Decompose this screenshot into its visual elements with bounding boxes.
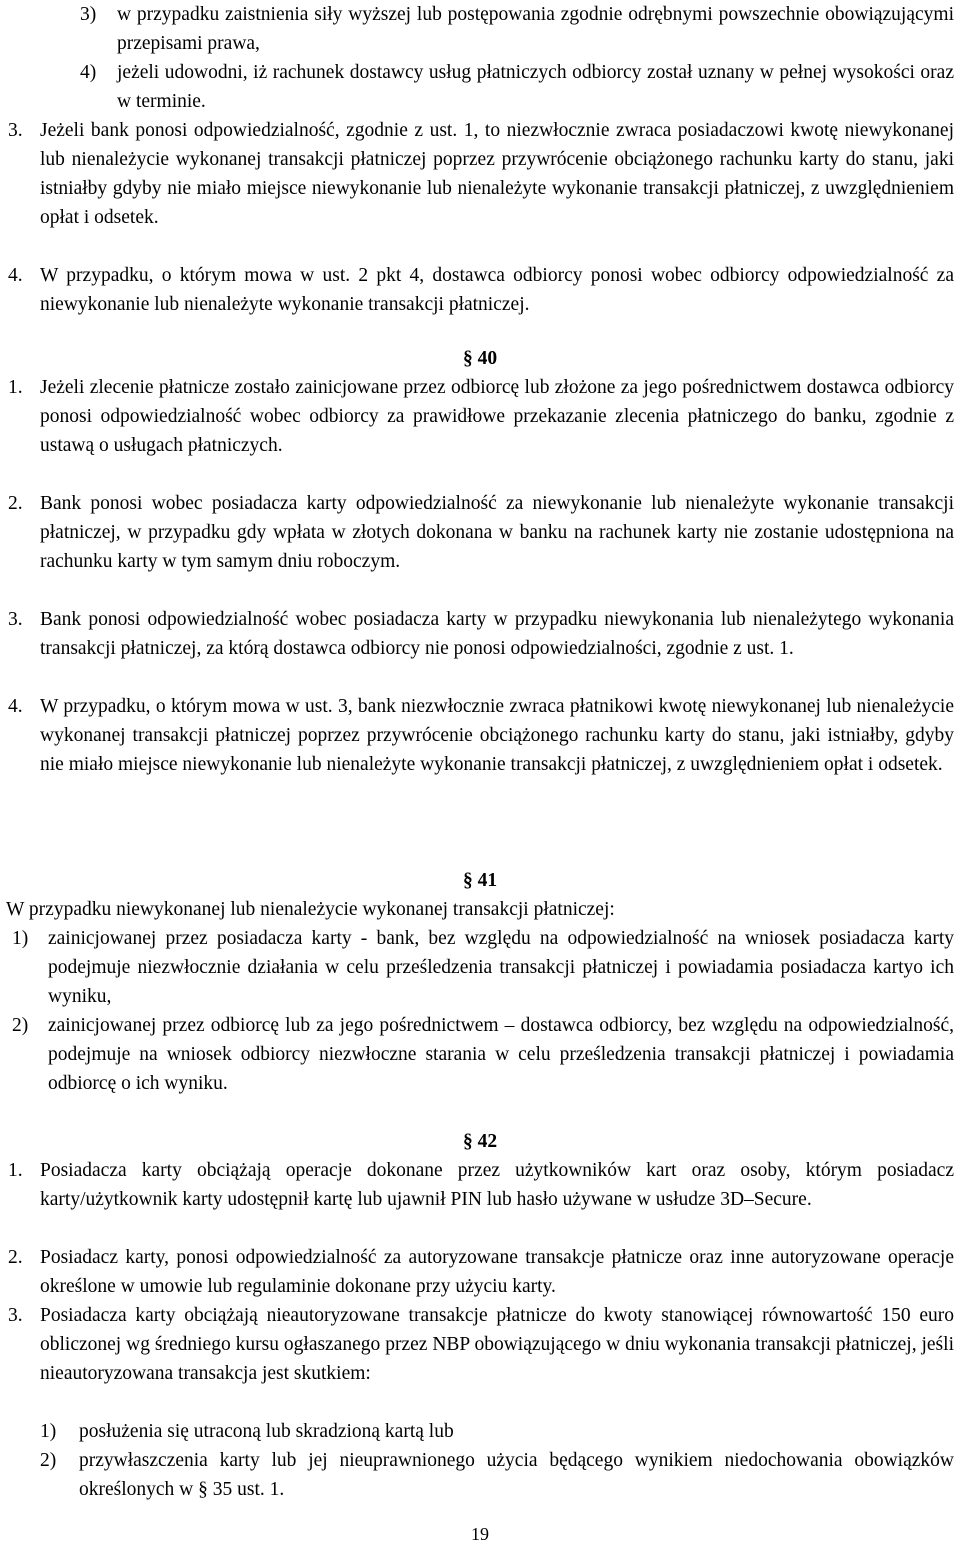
paragraph-text: Bank ponosi odpowiedzialność wobec posiadacza karty w przypadku niewykonania lub nienależytego wykonania transakcji płatniczej, za którą dostawca odbiorcy nie ponosi odpowiedzialności, zgodnie z ust. 1.: [40, 609, 954, 659]
section-heading-42: § 42: [462, 1131, 498, 1152]
paragraph-text: W przypadku, o którym mowa w ust. 3, bank niezwłocznie zwraca płatnikowi kwotę niewykonanej lub nienależycie wykonanej transakcji płatniczej poprzez przywrócenie obciążonego rachunku karty do stanu, jaki istniałby, gdyby nie miało miejsce niewykonanie lub nienależyte wykonanie transakcji płatniczej, z uwzględnieniem opłat i odsetek.: [40, 696, 954, 775]
list-item-1: [12, 924, 954, 1011]
paragraph-item-2: [8, 489, 954, 576]
paragraph-item-3: [8, 605, 954, 663]
paragraph-item-4: [8, 261, 954, 319]
sub-list-item-text: posłużenia się utraconą lub skradzioną kartą lub: [79, 1421, 454, 1442]
paragraph-item-3: [8, 116, 954, 232]
sub-list-item-1: [40, 1417, 954, 1446]
paragraph-item-1: [8, 1156, 954, 1214]
paragraph-label: 2.: [8, 493, 23, 514]
paragraph-item-2: [8, 1243, 954, 1301]
paragraph-text: Jeżeli bank ponosi odpowiedzialność, zgodnie z ust. 1, to niezwłocznie zwraca posiadaczowi kwotę niewykonanej lub nienależycie wykonanej transakcji płatniczej poprzez przywrócenie obciążonego rachunku karty do stanu, jaki istniałby gdyby nie miało miejsce niewykonanie lub nienależyte wykonanie transakcji płatniczej, z uwzględnieniem opłat i odsetek.: [40, 120, 954, 228]
section-heading-40: § 40: [462, 348, 498, 369]
paragraph-item-1: [8, 373, 954, 460]
paragraph-text: Posiadacza karty obciążają operacje dokonane przez użytkowników kart oraz osoby, którym posiadacz karty/użytkownik karty udostępnił kartę lub ujawnił PIN lub hasło używane w usłudze 3D–Secure.: [40, 1160, 954, 1210]
list-item-label: 1): [12, 928, 29, 949]
paragraph-label: 3.: [8, 120, 23, 141]
paragraph-label: 4.: [8, 265, 23, 286]
paragraph-label: 1.: [8, 1160, 23, 1181]
paragraph-item-4: [8, 692, 954, 779]
paragraph-item-3: [8, 1301, 954, 1388]
list-item-label: 4): [80, 62, 97, 83]
list-item-label: 2): [12, 1015, 29, 1036]
paragraph-label: 4.: [8, 696, 23, 717]
list-item-3: [80, 0, 954, 58]
paragraph-text: Bank ponosi wobec posiadacza karty odpowiedzialność za niewykonanie lub nienależyte wykonanie transakcji płatniczej, w przypadku gdy wpłata w złotych dokonana w banku na rachunek karty nie zostanie udostępniona na rachunku karty w tym samym dniu roboczym.: [40, 493, 954, 572]
sub-list-item-label: 2): [40, 1450, 57, 1471]
paragraph-text: Jeżeli zlecenie płatnicze zostało zainicjowane przez odbiorcę lub złożone za jego pośrednictwem dostawca odbiorcy ponosi odpowiedzialność wobec odbiorcy za prawidłowe przekazanie zlecenia płatniczego do banku, zgodnie z ustawą o usługach płatniczych.: [40, 377, 954, 456]
section-heading-41: § 41: [462, 870, 498, 891]
sub-list-item-text: przywłaszczenia karty lub jej nieuprawnionego użycia będącego wynikiem niedochowania obowiązków określonych w § 35 ust. 1.: [79, 1450, 954, 1500]
paragraph-label: 3.: [8, 609, 23, 630]
list-item-text: zainicjowanej przez posiadacza karty - bank, bez względu na odpowiedzialność na wniosek posiadacza karty podejmuje niezwłocznie działania w celu prześledzenia transakcji płatniczej i powiadamia posiadacza kartyo ich wyniku,: [48, 928, 954, 1007]
sub-list-item-label: 1): [40, 1421, 57, 1442]
paragraph-text: W przypadku, o którym mowa w ust. 2 pkt 4, dostawca odbiorcy ponosi wobec odbiorcy odpowiedzialność za niewykonanie lub nienależyte wykonanie transakcji płatniczej.: [40, 265, 954, 315]
list-item-text: jeżeli udowodni, iż rachunek dostawcy usług płatniczych odbiorcy został uznany w pełnej wysokości oraz w terminie.: [117, 62, 954, 112]
list-item-text: w przypadku zaistnienia siły wyższej lub postępowania zgodnie odrębnymi powszechnie obowiązującymi przepisami prawa,: [117, 4, 954, 54]
list-item-text: zainicjowanej przez odbiorcę lub za jego pośrednictwem – dostawca odbiorcy, bez względu na odpowiedzialność, podejmuje na wniosek odbiorcy niezwłoczne starania w celu prześledzenia transakcji płatniczej i powiadamia odbiorcę o ich wyniku.: [48, 1015, 954, 1094]
paragraph-label: 2.: [8, 1247, 23, 1268]
list-item-2: [12, 1011, 954, 1098]
list-item-4: [80, 58, 954, 116]
paragraph-text: Posiadacz karty, ponosi odpowiedzialność za autoryzowane transakcje płatnicze oraz inne autoryzowane operacje określone w umowie lub regulaminie dokonane przy użyciu karty.: [40, 1247, 954, 1297]
sub-list-item-2: [40, 1446, 954, 1504]
section-intro: W przypadku niewykonanej lub nienależycie wykonanej transakcji płatniczej:: [6, 899, 615, 920]
paragraph-label: 3.: [8, 1305, 23, 1326]
paragraph-label: 1.: [8, 377, 23, 398]
page-number: 19: [471, 1524, 489, 1544]
paragraph-text: Posiadacza karty obciążają nieautoryzowane transakcje płatnicze do kwoty stanowiącej równowartość 150 euro obliczonej wg średniego kursu ogłaszanego przez NBP obowiązującego w dniu wykonania transakcji płatniczej, jeśli nieautoryzowana transakcja jest skutkiem:: [40, 1305, 954, 1384]
list-item-label: 3): [80, 4, 97, 25]
